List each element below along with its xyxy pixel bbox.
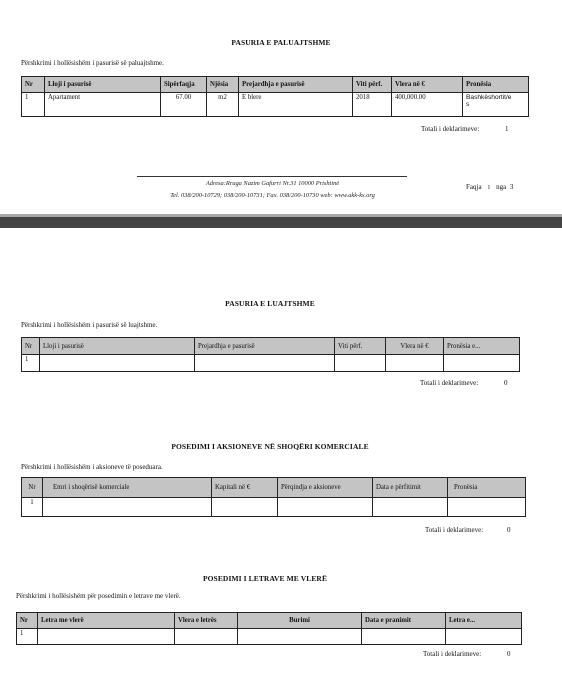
total-value: 1 [504,125,509,133]
table-cell [212,498,278,517]
table-cell: E blere [239,93,353,117]
column-header: Data e pranimit [362,613,446,629]
table-cell [444,355,520,372]
column-header: Emri i shoqërisë komerciale [43,478,212,498]
total-value: 0 [506,650,511,658]
section-description: Përshkrimi i hollësishëm i pasurisë së paluajtshme. [21,59,164,67]
column-header: Burimi [238,613,362,629]
column-header: Data e përfitimit [373,478,448,498]
table-cell [175,629,238,645]
section-description: Përshkrimi i hollësishëm i pasurisë së luajtshme. [21,321,158,329]
column-header: Kapitali në € [212,478,278,498]
page-separator [0,217,562,228]
column-header: Njësia [207,77,239,93]
table-cell [195,355,335,372]
page-label: Faqja [466,183,482,191]
table-cell [40,355,195,372]
securities-table [16,612,522,645]
table-cell: 67.00 [161,93,207,117]
footer-address: Adresa:Rruga Nazim Gafurri Nr.31 10000 Prishtinë [205,180,340,187]
total-value: 0 [506,526,511,534]
table-cell [386,355,444,372]
table-header-row [22,338,520,355]
table-header-row [22,77,529,93]
movable-property-table [21,337,520,372]
total-declarations [421,125,508,133]
table-cell [335,355,386,372]
column-header: Lloji i pasurisë [45,77,161,93]
section-description: Përshkrimi i hollësishëm për posedimin e letrave me vlerë. [16,592,181,600]
table-row [22,498,526,517]
column-header: Prejardhja e pasurisë [239,77,353,93]
column-header: Nr [17,613,38,629]
total-declarations [420,379,507,387]
table-cell: Apartament [45,93,161,117]
section-title-shares: POSEDIMI I AKSIONEVE NË SHOQËRI KOMERCIALE [171,442,369,451]
table-cell [446,629,522,645]
total-value: 0 [503,379,508,387]
table-row [17,629,522,645]
table-cell: 400,000.00 [392,93,463,117]
column-header: Vlera në € [386,338,444,355]
section-description: Përshkrimi i hollësishëm i aksioneve të poseduara. [21,463,163,471]
column-header: Viti përf. [353,77,392,93]
table-cell [38,629,175,645]
section-title-securities: POSEDIMI I LETRAVE ME VLERË [202,574,328,583]
table-cell [238,629,362,645]
total-label: Totali i deklarimeve: [421,125,480,133]
table-cell: 1 [22,355,40,372]
column-header: Pronësia [463,77,529,93]
total-declarations [423,650,510,658]
column-header: Viti përf. [335,338,386,355]
page-of: nga [496,183,507,191]
page-number [466,183,513,191]
ownership-value-wrap: s [466,101,470,108]
footer-contact: Tel. 038/200-10729; 038/200-10731; Fax. 038/200-10730 web: www.akk-ks.org [170,192,375,199]
table-cell: m2 [207,93,239,117]
column-header: Nr [22,338,40,355]
table-cell [43,498,212,517]
shares-table [21,477,526,517]
column-header: Pronësia [448,478,526,498]
page-current: 1 [487,185,491,191]
table-cell [448,498,526,517]
table-cell: 2018 [353,93,392,117]
column-header: Pronësia e... [444,338,520,355]
total-label: Totali i deklarimeve: [423,650,482,658]
page-total: 3 [509,183,514,191]
table-header-row [22,478,526,498]
column-header: Prejardhja e pasurisë [195,338,335,355]
immovable-property-table [21,76,529,117]
table-cell: 1 [22,93,45,117]
ownership-value: Bashkëshortit/e [466,94,512,101]
column-header: Letra me vlerë [38,613,175,629]
column-header: Nr [22,478,43,498]
table-row [22,355,520,372]
table-cell-ownership [463,93,529,117]
column-header: Letra e... [446,613,522,629]
total-declarations [425,526,510,534]
column-header: Nr [22,77,45,93]
table-cell [362,629,446,645]
table-row [22,93,529,117]
column-header: Vlera e letrës [175,613,238,629]
table-cell [278,498,373,517]
total-label: Totali i deklarimeve: [420,379,479,387]
table-cell [373,498,448,517]
column-header: Lloji i pasurisë [40,338,195,355]
column-header: Sipërfaqja [161,77,207,93]
column-header: Vlera në € [392,77,463,93]
total-label: Totali i deklarimeve: [425,526,484,534]
column-header: Përqindja e aksioneve [278,478,373,498]
table-cell: 1 [17,629,38,645]
section-title-immovable-property: PASURIA E PALUAJTSHME [231,38,331,47]
table-cell: 1 [22,498,43,517]
section-title-movable-property: PASURIA E LUAJTSHME [225,299,315,308]
page-separator-highlight [0,214,562,217]
footer-divider [137,176,407,177]
table-header-row [17,613,522,629]
